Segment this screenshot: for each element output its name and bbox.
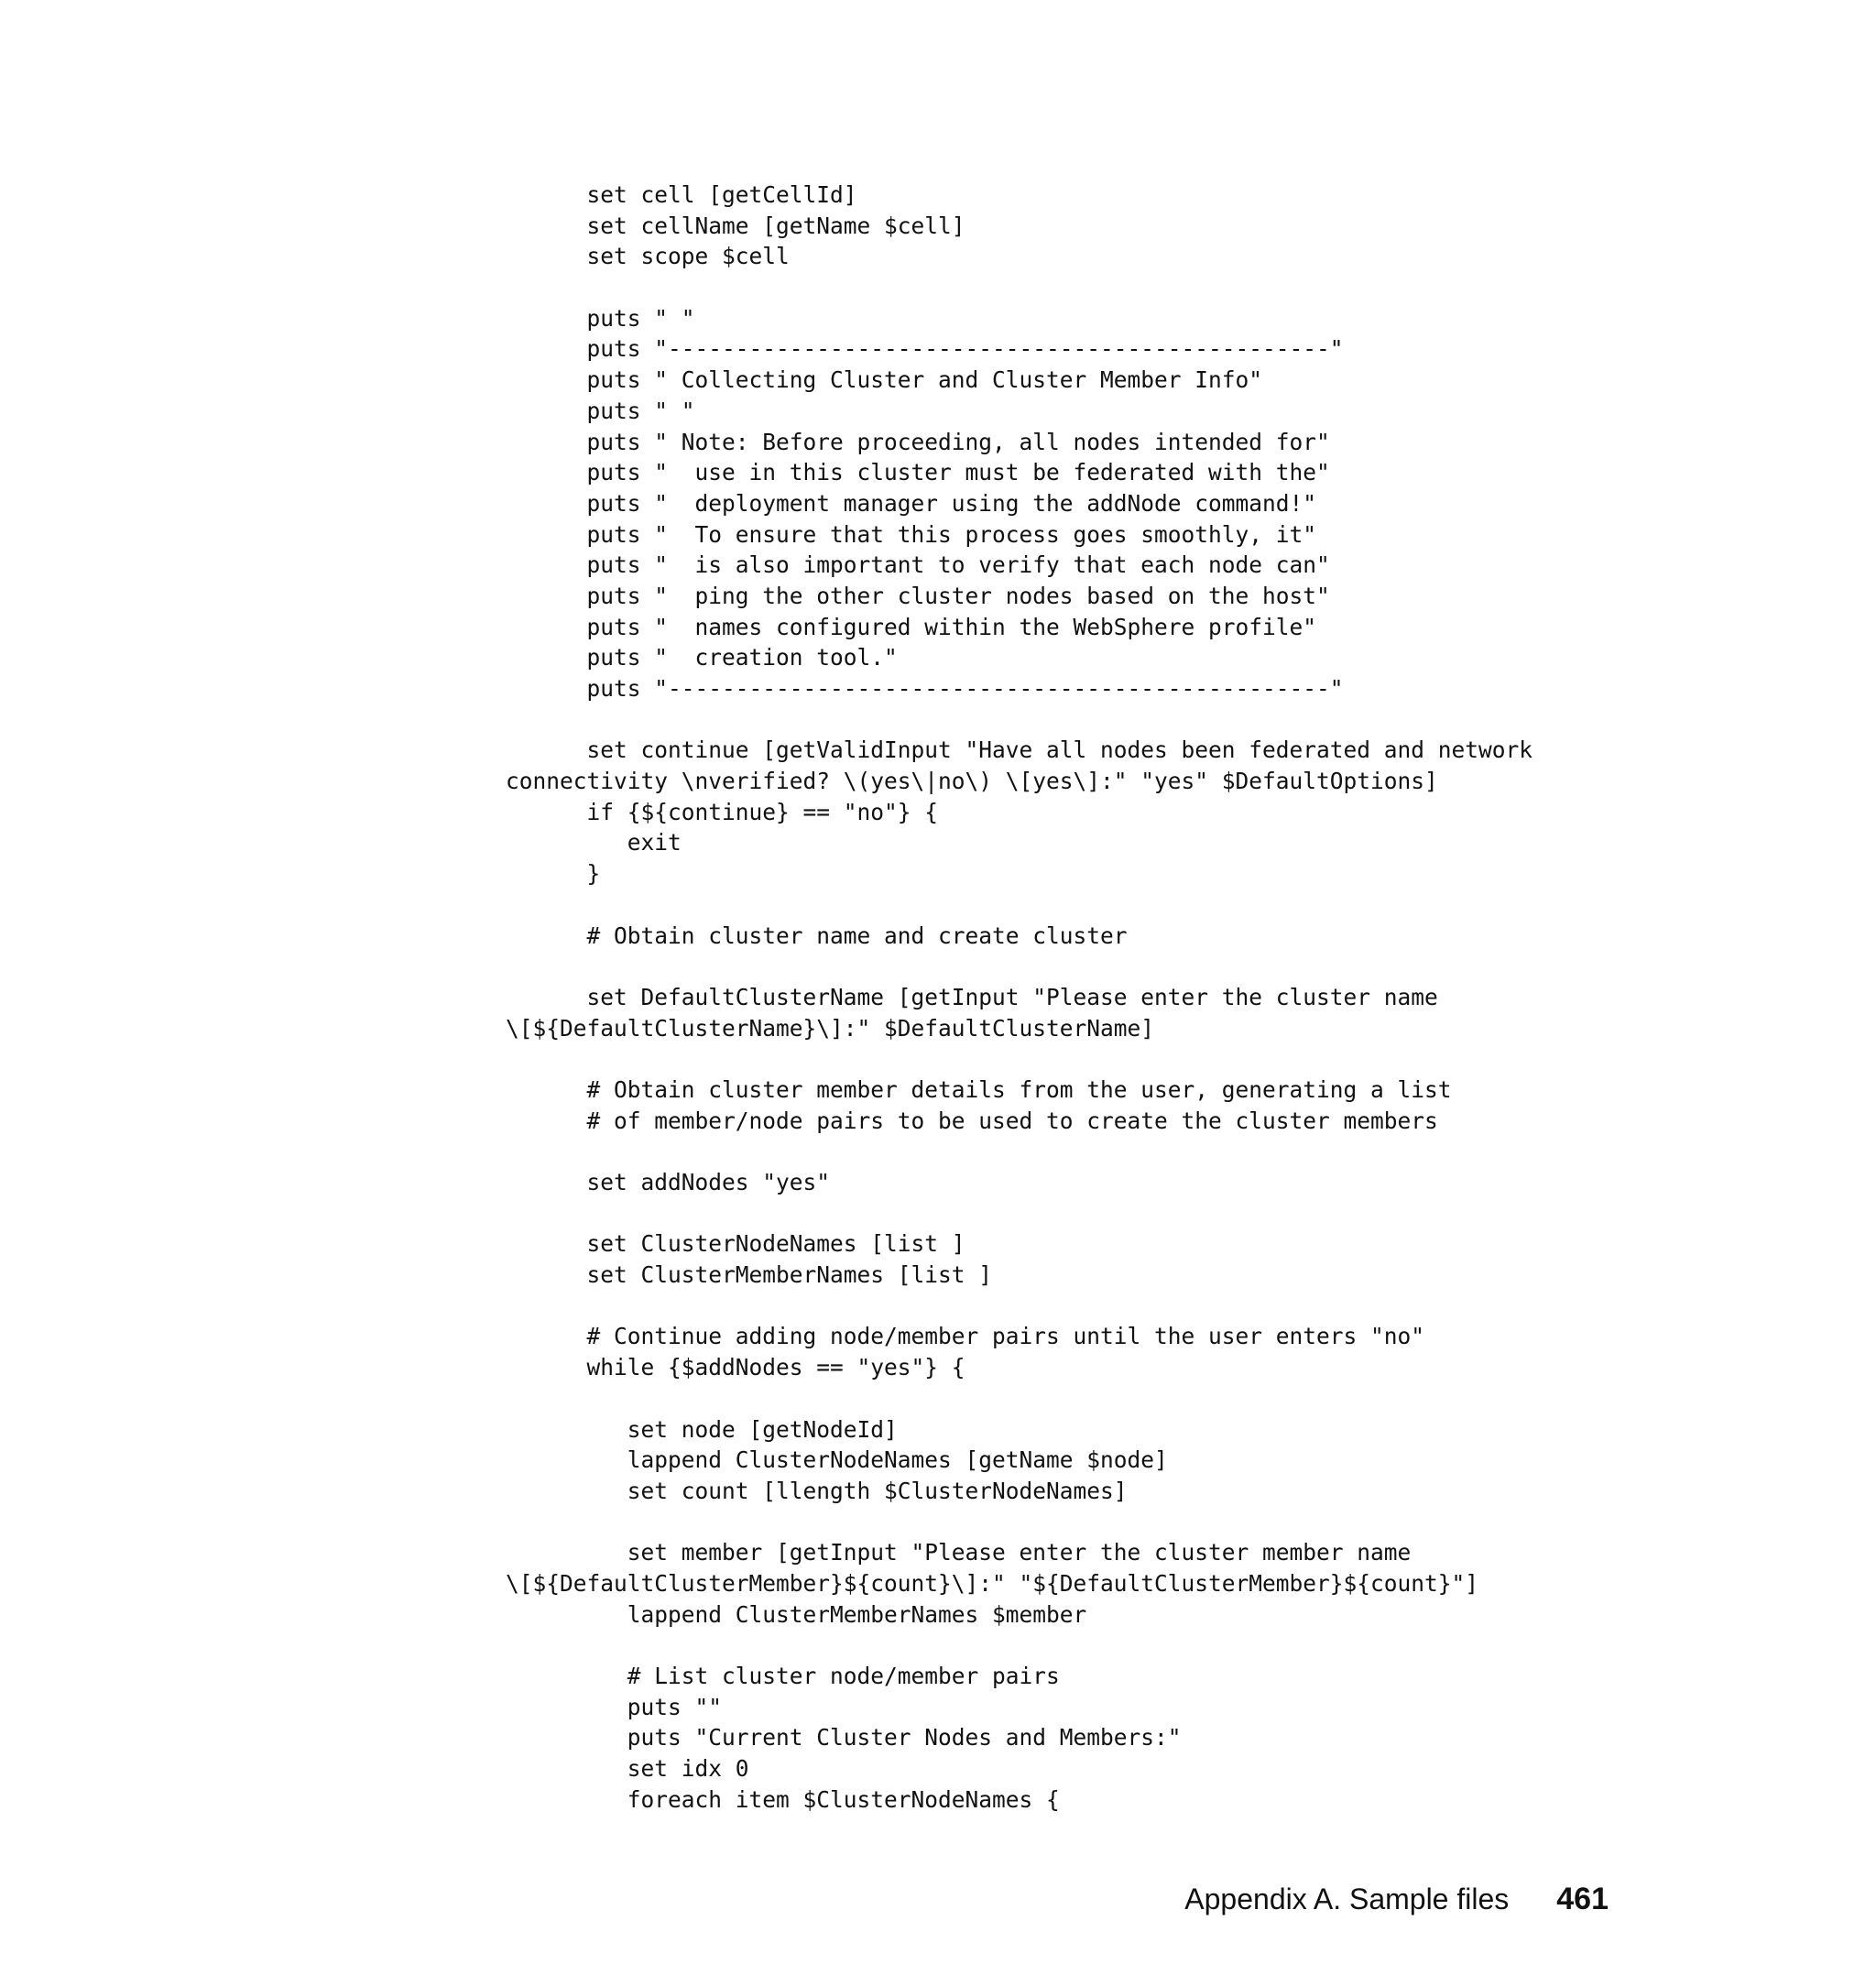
code-line: set member [getInput "Please enter the cluster member name <box>506 1539 1412 1566</box>
code-line: \[${DefaultClusterName}\]:" $DefaultClusterName] <box>506 1014 1155 1042</box>
footer-section-title: Appendix A. Sample files <box>1184 1882 1510 1915</box>
code-line <box>506 1291 1843 1322</box>
code-line: set idx 0 <box>506 1755 749 1783</box>
code-line: puts "-------------------------------------------------" <box>506 675 1344 702</box>
code-line <box>506 1507 1843 1538</box>
code-line: lappend ClusterNodeNames [getName $node] <box>506 1446 1168 1474</box>
code-line: lappend ClusterMemberNames $member <box>506 1600 1087 1628</box>
code-line: set DefaultClusterName [getInput "Please enter the cluster name <box>506 983 1438 1010</box>
code-line: # Obtain cluster member details from the user, generating a list <box>506 1075 1452 1103</box>
code-line: puts " names configured within the WebSphere profile" <box>506 613 1317 640</box>
code-line <box>506 704 1843 736</box>
code-line <box>506 1198 1843 1229</box>
code-line: puts " use in this cluster must be federated with the" <box>506 459 1330 486</box>
code-line: puts " " <box>506 397 695 424</box>
code-line: set scope $cell <box>506 243 790 270</box>
code-line: puts " Collecting Cluster and Cluster Member Info" <box>506 366 1263 394</box>
code-line: # Obtain cluster name and create cluster <box>506 922 1128 949</box>
code-line: exit <box>506 829 682 857</box>
code-line: puts " ping the other cluster nodes based on the host" <box>506 582 1330 609</box>
code-line: puts "-------------------------------------------------" <box>506 335 1344 363</box>
page-footer <box>1184 1882 1609 1917</box>
code-line: puts " creation tool." <box>506 644 898 671</box>
code-line <box>506 889 1843 921</box>
code-line: set count [llength $ClusterNodeNames] <box>506 1477 1128 1504</box>
code-line: puts " To ensure that this process goes smoothly, it" <box>506 520 1317 548</box>
code-line <box>506 951 1843 982</box>
code-line: connectivity \nverified? \(yes\|no\) \[yes\]:" "yes" $DefaultOptions] <box>506 768 1438 795</box>
code-line: puts " deployment manager using the addNode command!" <box>506 489 1317 517</box>
code-line: puts " is also important to verify that each node can" <box>506 551 1330 579</box>
code-line: # of member/node pairs to be used to create the cluster members <box>506 1107 1438 1134</box>
code-line: if {${continue} == "no"} { <box>506 798 939 825</box>
code-line: } <box>506 860 601 888</box>
code-line: # Continue adding node/member pairs until the user enters "no" <box>506 1323 1425 1350</box>
code-line <box>506 1383 1843 1414</box>
code-line: # List cluster node/member pairs <box>506 1663 1060 1689</box>
code-line: puts " Note: Before proceeding, all nodes intended for" <box>506 428 1330 455</box>
code-line <box>506 1043 1843 1075</box>
code-line: set ClusterMemberNames [list ] <box>506 1261 993 1289</box>
code-line: set continue [getValidInput "Have all nodes been federated and network <box>506 737 1533 764</box>
code-line: set cellName [getName $cell] <box>506 212 965 239</box>
code-line: puts "Current Cluster Nodes and Members:" <box>506 1724 1182 1751</box>
page-number: 461 <box>1556 1882 1609 1916</box>
code-line: set addNodes "yes" <box>506 1169 831 1195</box>
code-line <box>506 1136 1843 1167</box>
code-line: puts "" <box>506 1693 723 1720</box>
code-line: set ClusterNodeNames [list ] <box>506 1230 965 1258</box>
code-line <box>506 272 1843 303</box>
code-line: \[${DefaultClusterMember}${count}\]:" "${DefaultClusterMember}${count}"] <box>506 1569 1479 1597</box>
code-line: puts " " <box>506 304 695 332</box>
code-listing <box>506 180 1843 1815</box>
code-line <box>506 1630 1843 1661</box>
code-line: set node [getNodeId] <box>506 1415 898 1443</box>
code-line: while {$addNodes == "yes"} { <box>506 1354 965 1381</box>
code-line: foreach item $ClusterNodeNames { <box>506 1785 1060 1813</box>
code-line: set cell [getCellId] <box>506 181 857 208</box>
